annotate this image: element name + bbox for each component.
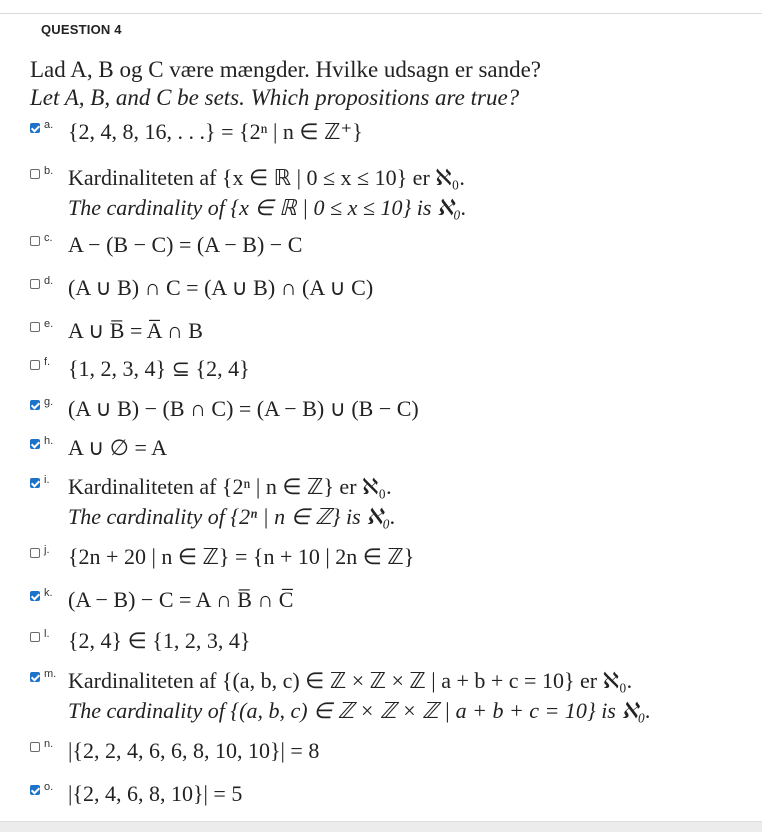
- option-letter: b.: [44, 165, 54, 177]
- option-text: {2, 4, 8, 16, . . .} = {2ⁿ | n ∈ ℤ⁺}: [68, 119, 363, 144]
- prompt-danish: Lad A, B og C være mængder. Hvilke udsagn er sande?: [30, 57, 542, 82]
- option-letter: a.: [44, 119, 54, 131]
- option-checkbox[interactable]: [30, 742, 40, 752]
- option-text: |{2, 4, 6, 8, 10}| = 5: [68, 781, 243, 806]
- option-letter: i.: [44, 474, 50, 486]
- option-checkbox[interactable]: [30, 169, 40, 179]
- option-text: A − (B − C) = (A − B) − C: [68, 232, 303, 257]
- option-text: {2n + 20 | n ∈ ℤ} = {n + 10 | 2n ∈ ℤ}: [68, 544, 415, 569]
- option-letter: g.: [44, 396, 54, 408]
- option-letter: l.: [44, 628, 50, 640]
- option-checkbox[interactable]: [30, 322, 40, 332]
- option-text: |{2, 2, 4, 6, 6, 8, 10, 10}| = 8: [68, 738, 320, 763]
- option-text: (A − B) − C = A ∩ B̅ ∩ C̅: [68, 587, 294, 612]
- option-text: A ∪ ∅ = A: [68, 435, 168, 460]
- option-checkbox[interactable]: [30, 632, 40, 642]
- prompt-english: Let A, B, and C be sets. Which propositions are true?: [30, 85, 520, 110]
- bottom-bar: [0, 821, 762, 832]
- option-checkbox[interactable]: [30, 478, 40, 488]
- option-text-english: The cardinality of {(a, b, c) ∈ ℤ × ℤ × ℤ | a + b + c = 10} is ℵ₀.: [68, 698, 651, 723]
- option-checkbox[interactable]: [30, 439, 40, 449]
- option-checkbox[interactable]: [30, 785, 40, 795]
- option-checkbox[interactable]: [30, 548, 40, 558]
- option-letter: k.: [44, 587, 53, 599]
- option-text: A ∪ B̅ = A̅ ∩ B: [68, 318, 203, 343]
- option-checkbox[interactable]: [30, 591, 40, 601]
- option-letter: j.: [44, 544, 50, 556]
- option-letter: c.: [44, 232, 53, 244]
- option-letter: e.: [44, 318, 54, 330]
- option-letter: d.: [44, 275, 54, 287]
- option-text: (A ∪ B) − (B ∩ C) = (A − B) ∪ (B − C): [68, 396, 419, 421]
- option-text-english: The cardinality of {x ∈ ℝ | 0 ≤ x ≤ 10} is ℵ₀.: [68, 195, 467, 220]
- option-checkbox[interactable]: [30, 279, 40, 289]
- option-checkbox[interactable]: [30, 672, 40, 682]
- option-letter: o.: [44, 781, 54, 793]
- option-text: {1, 2, 3, 4} ⊆ {2, 4}: [68, 356, 250, 381]
- option-checkbox[interactable]: [30, 123, 40, 133]
- option-letter: n.: [44, 738, 54, 750]
- option-letter: f.: [44, 356, 51, 368]
- question-header: QUESTION 4: [41, 22, 122, 37]
- question-prompt: [30, 56, 730, 112]
- option-checkbox[interactable]: [30, 236, 40, 246]
- option-letter: m.: [44, 668, 57, 680]
- option-text: {2, 4} ∈ {1, 2, 3, 4}: [68, 628, 251, 653]
- top-divider: [0, 0, 762, 14]
- option-text: Kardinaliteten af {x ∈ ℝ | 0 ≤ x ≤ 10} er ℵ₀.: [68, 165, 465, 190]
- option-checkbox[interactable]: [30, 400, 40, 410]
- option-text-english: The cardinality of {2ⁿ | n ∈ ℤ} is ℵ₀.: [68, 504, 396, 529]
- option-text: Kardinaliteten af {(a, b, c) ∈ ℤ × ℤ × ℤ | a + b + c = 10} er ℵ₀.: [68, 668, 633, 693]
- option-text: Kardinaliteten af {2ⁿ | n ∈ ℤ} er ℵ₀.: [68, 474, 392, 499]
- option-letter: h.: [44, 435, 54, 447]
- option-checkbox[interactable]: [30, 360, 40, 370]
- option-text: (A ∪ B) ∩ C = (A ∪ B) ∩ (A ∪ C): [68, 275, 374, 300]
